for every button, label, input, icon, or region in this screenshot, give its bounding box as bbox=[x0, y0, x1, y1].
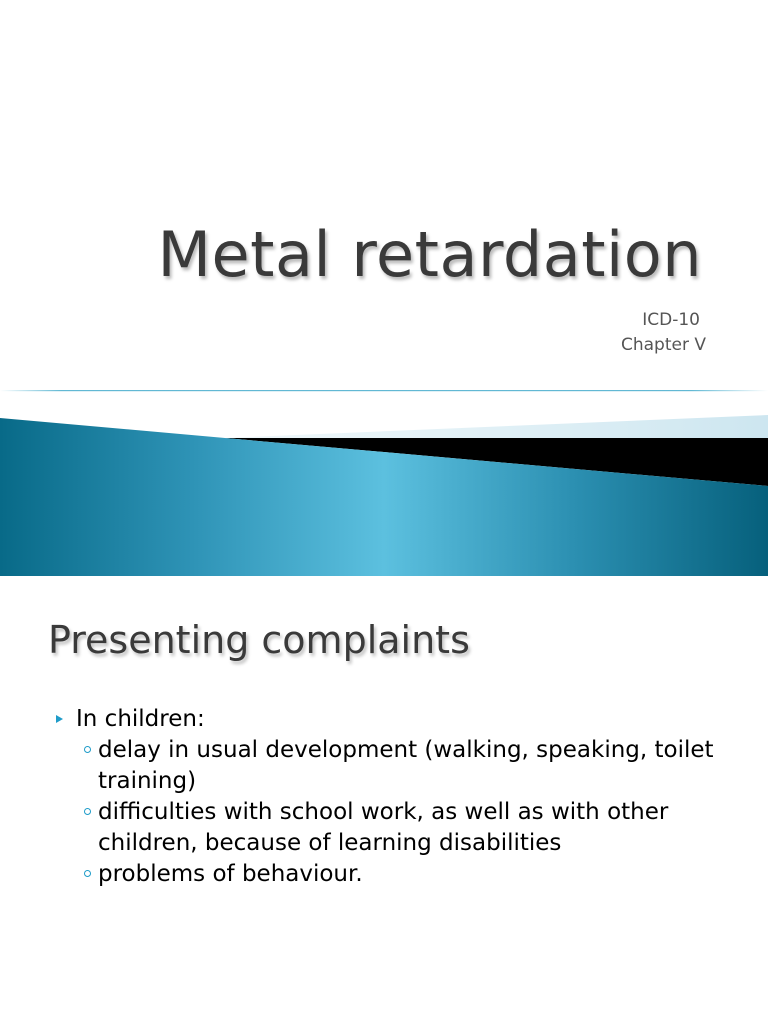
sub-bullet-list bbox=[83, 735, 735, 890]
sub-list-item bbox=[83, 735, 735, 797]
content-slide bbox=[0, 576, 768, 1024]
list-item-text: In children: bbox=[76, 706, 205, 732]
bullet-list bbox=[55, 704, 735, 890]
decorative-banner bbox=[0, 410, 768, 576]
subtitle-line-1: ICD-10 bbox=[642, 310, 700, 330]
sub-list-item-text: problems of behaviour. bbox=[98, 861, 363, 887]
pale-blue-wedge bbox=[225, 415, 768, 438]
triangle-bullet-icon bbox=[56, 715, 63, 723]
slide-title: Metal retardation bbox=[157, 218, 702, 291]
list-item bbox=[55, 704, 735, 890]
slide-subtitle bbox=[621, 308, 706, 358]
sub-list-item-text: delay in usual development (walking, speaking, toilet training) bbox=[98, 737, 714, 794]
sub-list-item bbox=[83, 797, 735, 859]
hollow-circle-bullet-icon bbox=[84, 808, 91, 815]
subtitle-line-2: Chapter V bbox=[621, 335, 706, 355]
divider-line bbox=[0, 388, 768, 394]
sub-list-item-text: difficulties with school work, as well as with other children, because of learning disabilities bbox=[98, 799, 669, 856]
hollow-circle-bullet-icon bbox=[84, 870, 91, 877]
sub-list-item bbox=[83, 859, 735, 890]
hollow-circle-bullet-icon bbox=[84, 746, 91, 753]
slide-title: Presenting complaints bbox=[48, 618, 470, 662]
